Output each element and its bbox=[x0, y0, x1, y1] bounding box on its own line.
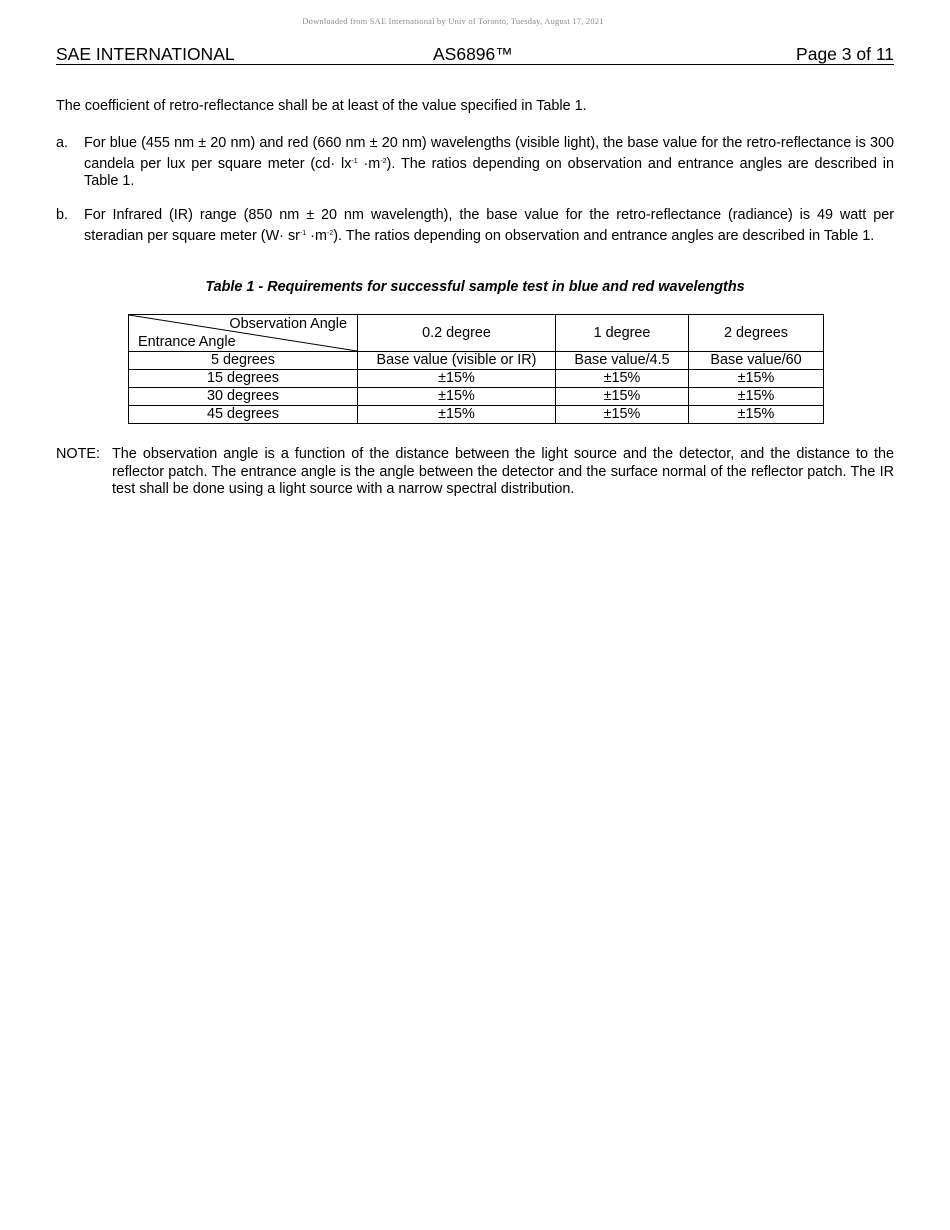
list-item-a bbox=[56, 135, 894, 191]
list-text-a-part-2: ·m bbox=[357, 155, 381, 172]
table-cell: ±15% bbox=[358, 406, 556, 424]
row-entrance-angle: 45 degrees bbox=[129, 406, 358, 424]
row-entrance-angle: 30 degrees bbox=[129, 388, 358, 406]
table-cell: ±15% bbox=[556, 388, 689, 406]
table-cell: ±15% bbox=[556, 370, 689, 388]
table-cell: ±15% bbox=[556, 406, 689, 424]
column-header: 0.2 degree bbox=[358, 315, 556, 352]
table-cell: ±15% bbox=[358, 388, 556, 406]
table-row bbox=[129, 388, 824, 406]
header-page-number: Page 3 of 11 bbox=[796, 44, 894, 64]
table-cell: Base value/4.5 bbox=[556, 352, 689, 370]
list-text-b-part-3: ). The ratios depending on observation and entrance angles are described in Table 1. bbox=[333, 227, 875, 244]
list-item-b bbox=[56, 207, 894, 245]
table-cell: Base value/60 bbox=[689, 352, 824, 370]
list-text-b bbox=[84, 207, 894, 245]
list-marker-b: b. bbox=[56, 207, 69, 223]
list-text-b-part-1: For Infrared (IR) range (850 nm ± 20 nm wavelength), the base value for the retro-reflectance (radiance) is 49 watt per steradian per square meter (W· sr bbox=[84, 207, 894, 244]
page-header bbox=[56, 44, 894, 65]
table-cell: ±15% bbox=[358, 370, 556, 388]
table-row bbox=[129, 370, 824, 388]
header-organization: SAE INTERNATIONAL bbox=[56, 44, 235, 64]
list-text-b-sup-1: -1 bbox=[299, 229, 307, 237]
column-header: 2 degrees bbox=[689, 315, 824, 352]
list-text-b-sup-2: -2 bbox=[326, 229, 334, 237]
header-document-number: AS6896™ bbox=[433, 44, 513, 64]
entrance-angle-label: Entrance Angle bbox=[138, 334, 236, 350]
row-entrance-angle: 15 degrees bbox=[129, 370, 358, 388]
table-row bbox=[129, 406, 824, 424]
table-header-row bbox=[129, 315, 824, 352]
table-cell: ±15% bbox=[689, 388, 824, 406]
list-text-a bbox=[84, 135, 894, 191]
column-header: 1 degree bbox=[556, 315, 689, 352]
download-watermark: Downloaded from SAE International by Univ of Toronto, Tuesday, August 17, 2021 bbox=[302, 16, 604, 26]
table-caption: Table 1 - Requirements for successful sample test in blue and red wavelengths bbox=[205, 279, 745, 295]
table-corner-cell bbox=[129, 315, 358, 352]
table-cell: Base value (visible or IR) bbox=[358, 352, 556, 370]
list-text-a-sup-2: -2 bbox=[380, 157, 387, 165]
intro-paragraph: The coefficient of retro-reflectance shall be at least of the value specified in Table 1. bbox=[56, 98, 587, 114]
list-text-a-part-3: ). The ratios depending on observation and entrance angles are described in Table 1. bbox=[84, 155, 895, 189]
list-text-b-part-2: ·m bbox=[306, 227, 327, 244]
table-row bbox=[129, 352, 824, 370]
note-label: NOTE: bbox=[56, 446, 100, 462]
table-cell: ±15% bbox=[689, 406, 824, 424]
table-cell: ±15% bbox=[689, 370, 824, 388]
list-marker-a: a. bbox=[56, 135, 69, 151]
observation-angle-label: Observation Angle bbox=[229, 316, 347, 332]
list-text-a-part-1: For blue (455 nm ± 20 nm) and red (660 nm ± 20 nm) wavelengths (visible light), the base value for the retro-reflectance is 300 candela per lux per square meter (cd· lx bbox=[84, 135, 894, 172]
requirements-table bbox=[128, 314, 824, 424]
list-text-a-sup-1: -1 bbox=[351, 157, 358, 165]
row-entrance-angle: 5 degrees bbox=[129, 352, 358, 370]
note-block bbox=[56, 446, 894, 499]
note-text: The observation angle is a function of the distance between the light source and the detector, and the distance to the reflector patch. The entrance angle is the angle between the detector and the surface normal of the reflector patch. The IR test shall be done using a light source with a narrow spectral distribution. bbox=[112, 446, 894, 497]
